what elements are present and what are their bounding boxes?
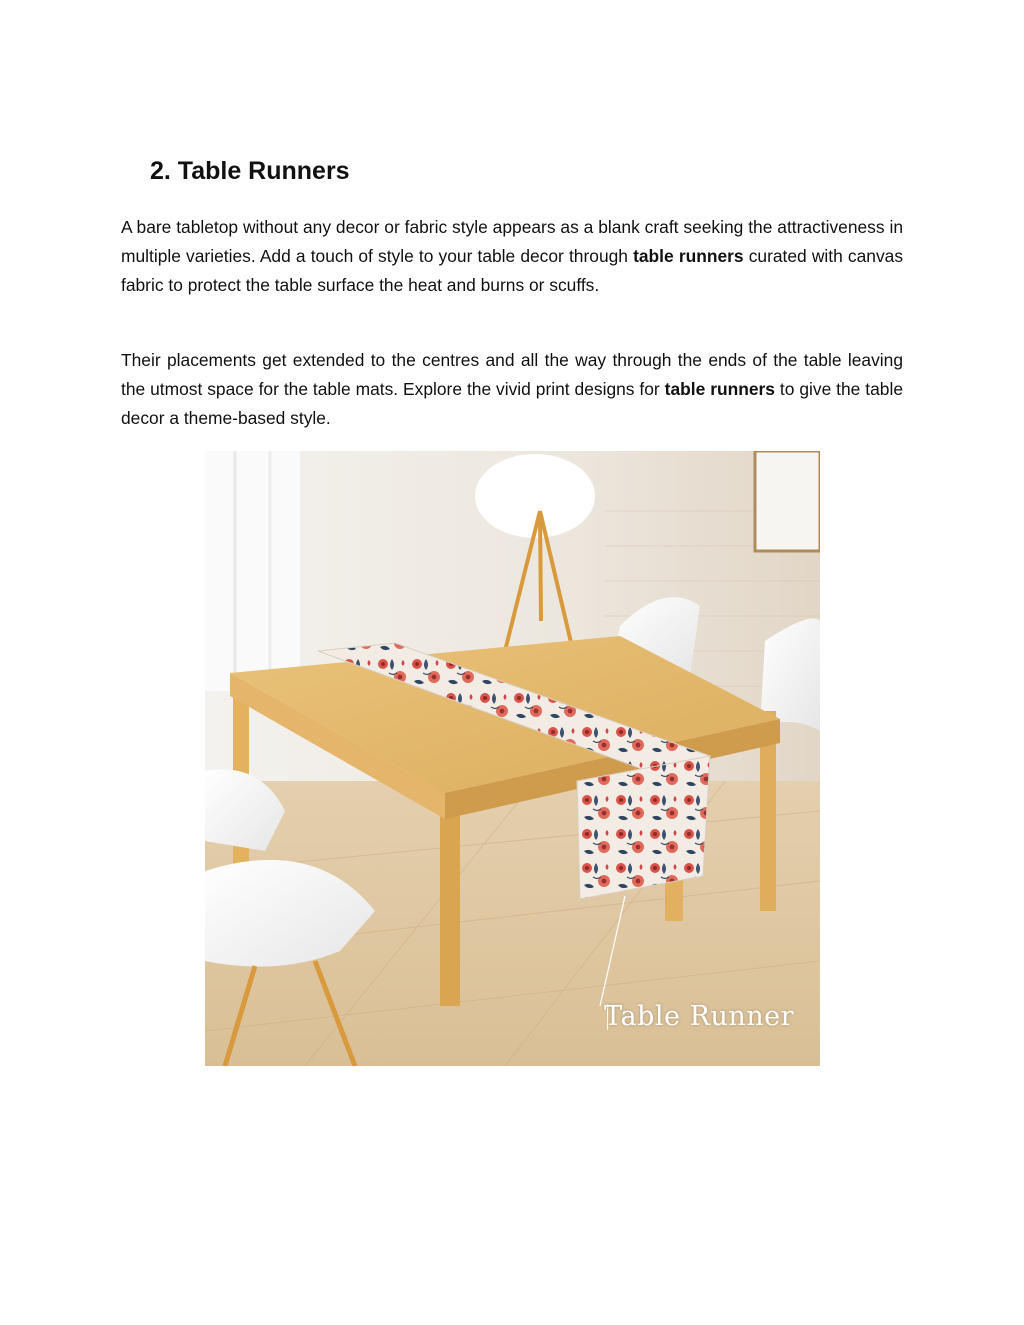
paragraph-intro-text-b: curated with canvas fabric to protect the table surface the heat and burns or scuffs. [121,246,904,295]
table-runner-illustration [205,451,820,1066]
paragraph-intro [121,213,903,300]
paragraph-placement [121,346,903,433]
section-heading: 2. Table Runners [150,157,350,185]
paragraph-placement-text-b: to give the table decor a theme-based style. [121,379,903,428]
paragraph-placement-bold-keyword: table runners [664,379,775,399]
paragraph-intro-text-a: A bare tabletop without any decor or fabric style appears as a blank craft seeking the attractiveness in multiple varieties. Add a touch of style to your table decor through [121,217,903,266]
table-runner-photo [205,451,820,1066]
image-caption: Table Runner [604,1001,794,1032]
paragraph-placement-text-a: Their placements get extended to the centres and all the way through the ends of the table leaving the utmost space for the table mats. Explore the vivid print designs for [121,350,903,399]
paragraph-intro-bold-keyword: table runners [633,246,744,266]
